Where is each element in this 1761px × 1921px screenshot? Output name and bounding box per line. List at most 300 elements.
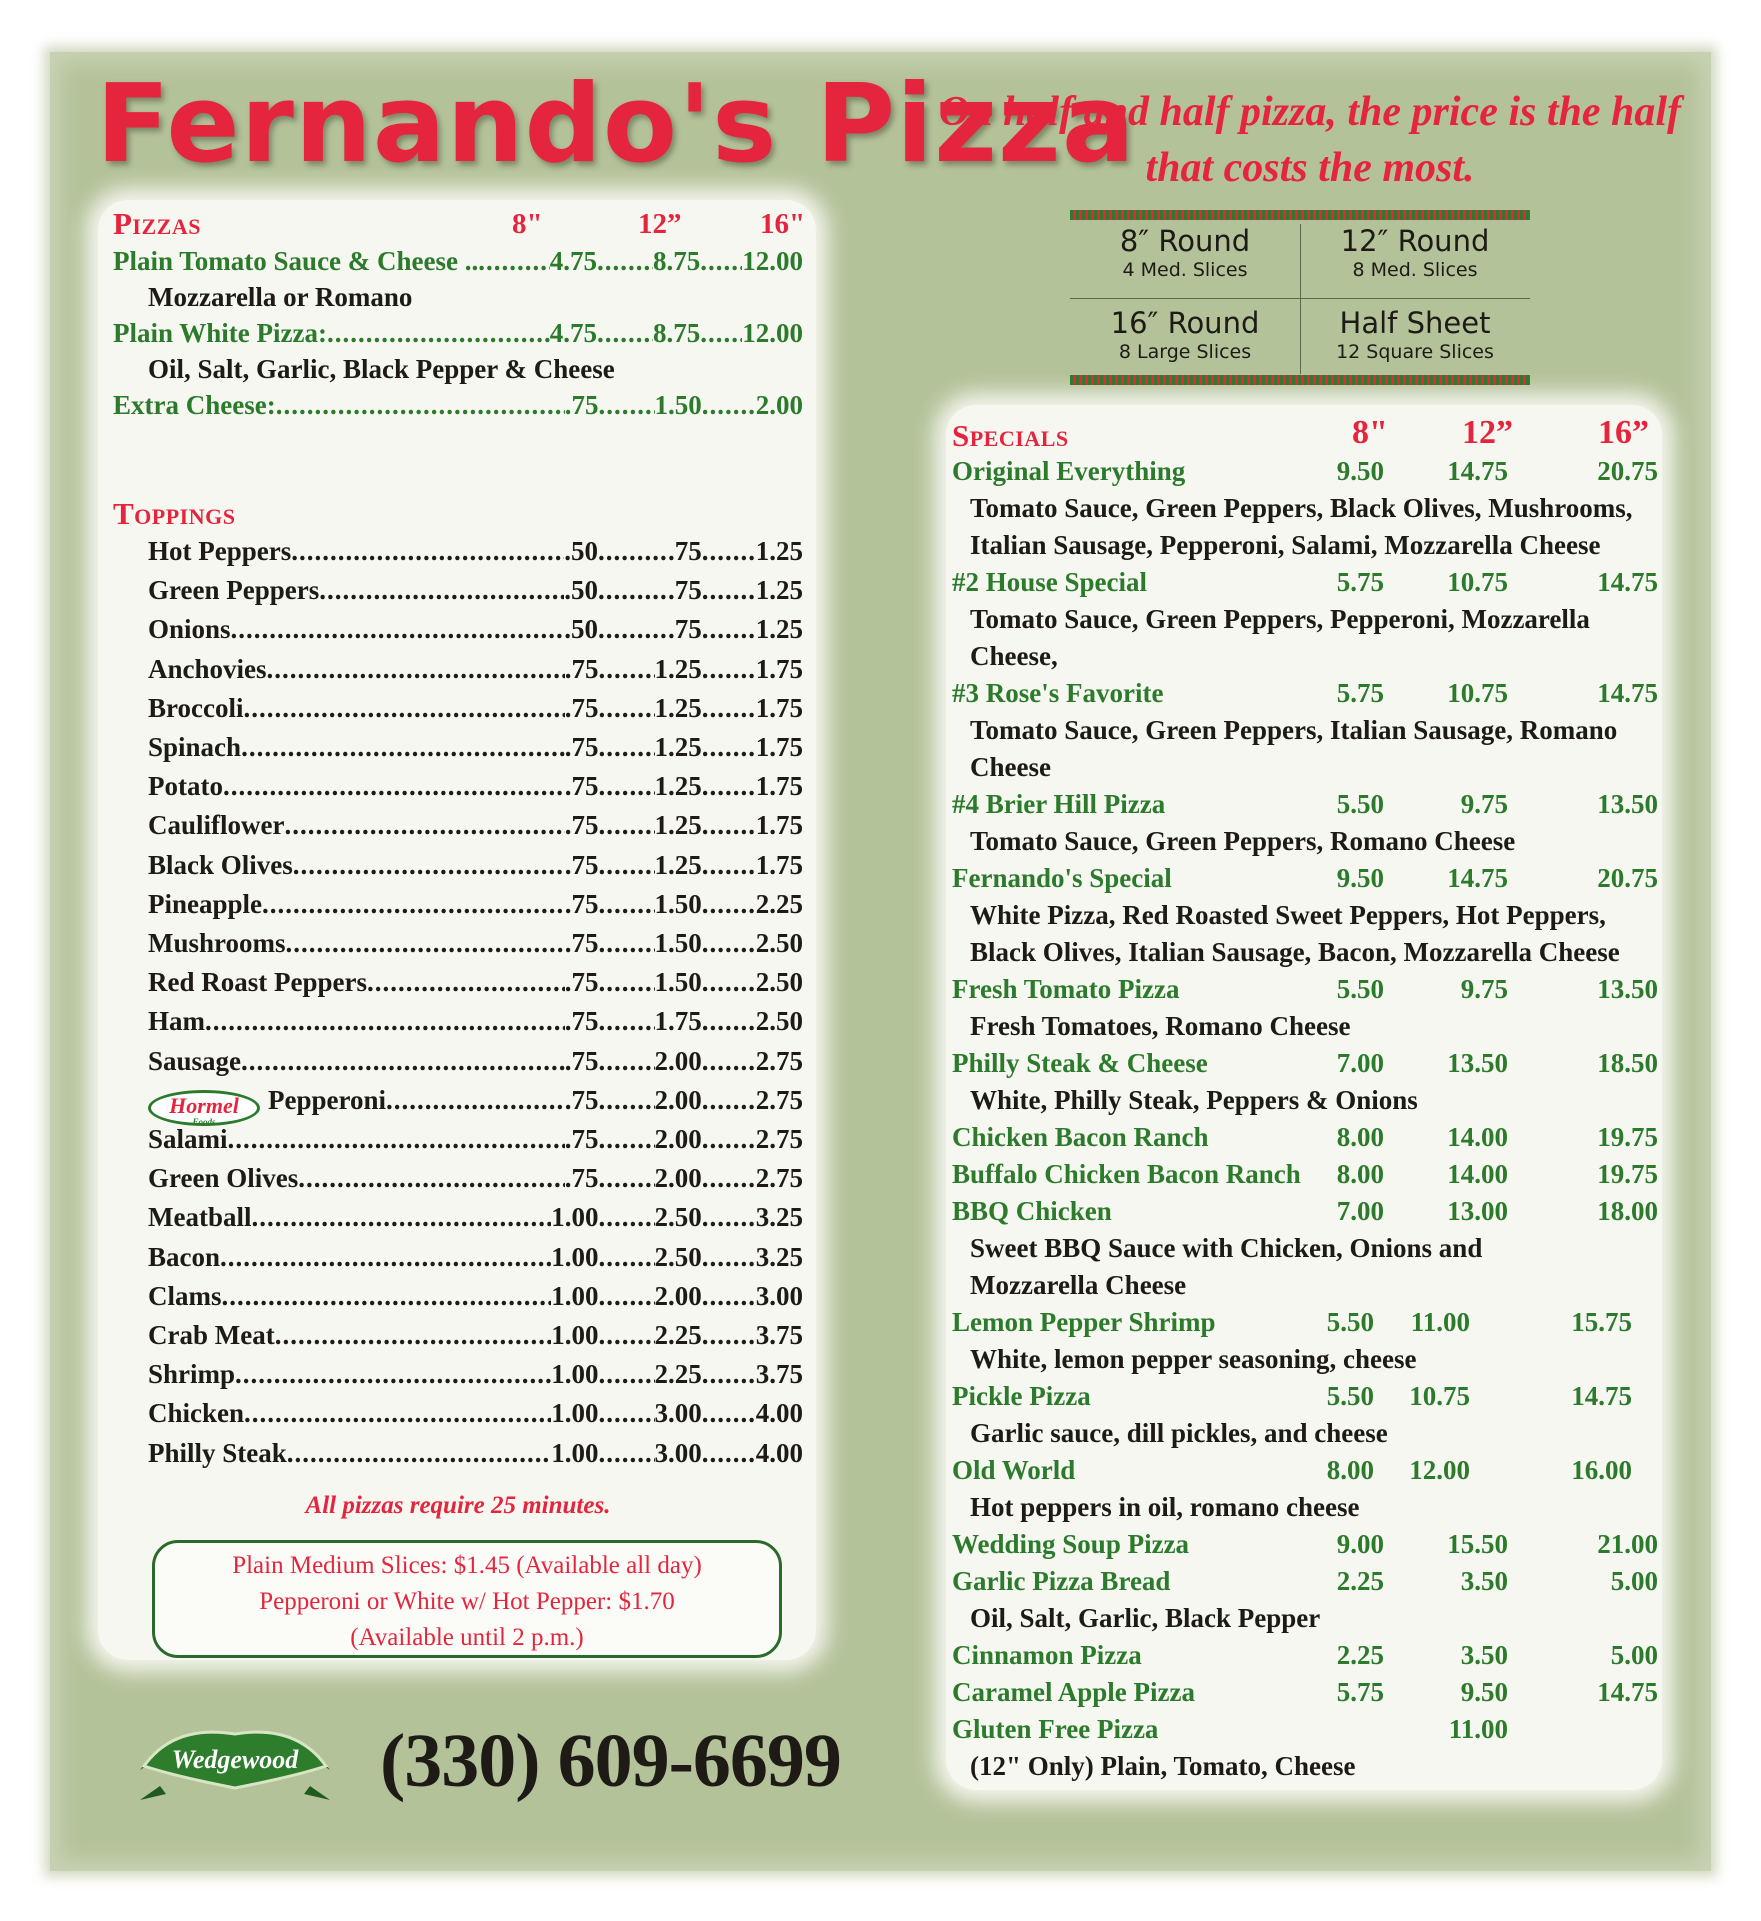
leader-dots — [267, 654, 565, 685]
menu-row — [148, 1202, 803, 1233]
special-description: Hot peppers in oil, romano cheese — [970, 1492, 1360, 1522]
menu-row — [148, 1124, 803, 1155]
price-12: 1.50 — [654, 967, 702, 998]
special-price-8: 8.00 — [1336, 1122, 1384, 1152]
menu-row — [113, 246, 803, 277]
item-name: Extra Cheese: — [113, 390, 276, 420]
special-price-16: 20.75 — [1597, 863, 1658, 893]
special-price-12: 9.75 — [1460, 974, 1508, 1004]
price-16: 1.75 — [755, 653, 803, 684]
special-name: Garlic Pizza Bread — [952, 1566, 1171, 1596]
price-12: 2.25 — [654, 1320, 702, 1350]
leader-dots — [702, 1320, 756, 1351]
price-8: .75 — [564, 810, 599, 841]
special-price-16: 16.00 — [1571, 1455, 1632, 1485]
menu-row — [148, 1320, 803, 1351]
item-name: Meatball — [148, 1202, 252, 1233]
leader-dots — [702, 771, 756, 802]
leader-dots — [598, 536, 668, 567]
price-12: 2.00 — [654, 1084, 702, 1115]
special-description: Tomato Sauce, Green Peppers, Italian Sausage, Romano — [970, 715, 1618, 745]
special-description: Black Olives, Italian Sausage, Bacon, Mozzarella Cheese — [970, 937, 1620, 967]
special-description: Sweet BBQ Sauce with Chicken, Onions and — [970, 1233, 1483, 1263]
menu-row — [148, 850, 803, 881]
leader-dots — [293, 850, 565, 881]
item-name: Ham — [148, 1006, 205, 1037]
leader-dots — [702, 1202, 756, 1233]
price-8: .50 — [564, 575, 598, 606]
leader-dots — [284, 810, 564, 841]
menu-row — [148, 1398, 803, 1429]
special-price-8: 5.75 — [1336, 678, 1384, 708]
price-12: 8.75 — [653, 246, 701, 276]
special-price-8: 2.25 — [1336, 1640, 1384, 1670]
special-name: Caramel Apple Pizza — [952, 1677, 1195, 1707]
leader-dots — [599, 732, 655, 763]
price-16: 1.75 — [755, 732, 803, 762]
special-price-12: 11.00 — [1448, 1714, 1508, 1744]
special-price-8: 5.50 — [1326, 1307, 1374, 1337]
price-12: 2.00 — [654, 1124, 702, 1154]
leader-dots — [599, 1438, 655, 1469]
special-name: Chicken Bacon Ranch — [952, 1122, 1209, 1152]
slice-cell-size: Half Sheet — [1339, 306, 1491, 340]
special-price-16: 14.75 — [1571, 1381, 1632, 1411]
special-price-12: 13.50 — [1447, 1048, 1508, 1078]
price-16: 1.25 — [755, 536, 803, 566]
item-name: Red Roast Peppers — [148, 967, 367, 998]
item-name: Plain Tomato Sauce & Cheese .. — [113, 246, 479, 276]
special-price-12: 14.75 — [1447, 456, 1508, 486]
leader-dots — [243, 693, 564, 724]
slice-cell-count: 8 Med. Slices — [1352, 259, 1478, 281]
special-price-8: 2.25 — [1336, 1566, 1384, 1596]
leader-dots — [702, 810, 756, 841]
hormel-logo-text: Hormel — [169, 1092, 239, 1118]
special-price-8: 9.00 — [1336, 1529, 1384, 1559]
price-8: 1.00 — [551, 1398, 599, 1429]
special-price-16: 14.75 — [1597, 567, 1658, 597]
special-price-12: 10.75 — [1447, 678, 1508, 708]
pizzas-size-12: 12” — [638, 208, 682, 240]
pizzas-heading: Pizzas — [113, 206, 201, 241]
price-16: 2.75 — [755, 1163, 803, 1194]
price-8: 4.75 — [549, 318, 597, 348]
price-12: 1.25 — [654, 849, 702, 880]
special-description: Tomato Sauce, Green Peppers, Pepperoni, Mozzarella — [970, 604, 1590, 634]
special-price-16: 13.50 — [1597, 789, 1658, 819]
special-name: Old World — [952, 1455, 1076, 1485]
leader-dots — [599, 1085, 655, 1116]
leader-dots — [235, 1359, 551, 1390]
leader-dots — [700, 246, 742, 277]
special-price-8: 7.00 — [1336, 1196, 1384, 1226]
item-name: Anchovies — [148, 653, 267, 684]
leader-dots — [287, 1438, 551, 1469]
special-price-16: 21.00 — [1597, 1529, 1658, 1559]
slice-cell-size: 8″ Round — [1119, 224, 1251, 258]
item-name: Cauliflower — [148, 810, 285, 841]
badge-text: Wedgewood — [171, 1745, 299, 1774]
item-name: Philly Steak — [148, 1437, 287, 1468]
price-16: 3.00 — [755, 1280, 803, 1311]
price-16: 1.25 — [755, 614, 803, 645]
leader-dots — [599, 1242, 655, 1273]
slice-deal-line: Plain Medium Slices: $1.45 (Available all day) — [232, 1552, 702, 1579]
leader-dots — [599, 1359, 655, 1390]
item-name: Potato — [148, 771, 223, 802]
item-name: Black Olives — [148, 849, 293, 880]
item-name: Crab Meat — [148, 1320, 275, 1350]
leader-dots — [702, 732, 756, 763]
price-8: .75 — [564, 1045, 599, 1076]
slice-cell — [1300, 306, 1530, 386]
leader-dots — [599, 928, 655, 959]
hormel-logo — [148, 1090, 260, 1126]
price-12: 1.25 — [654, 732, 702, 762]
leader-dots — [231, 614, 565, 645]
price-16: 3.25 — [755, 1202, 803, 1233]
hormel-logo-sub: Foods — [192, 1116, 216, 1127]
restaurant-title: Fernando's Pizza — [96, 62, 1136, 187]
leader-dots — [700, 318, 742, 349]
leader-dots — [275, 1320, 552, 1351]
special-price-12: 15.50 — [1447, 1529, 1508, 1559]
leader-dots — [220, 1242, 551, 1273]
special-price-8: 5.50 — [1326, 1381, 1374, 1411]
leader-dots — [702, 1281, 756, 1312]
item-name: Plain White Pizza: — [113, 318, 327, 348]
special-price-12: 13.00 — [1447, 1196, 1508, 1226]
price-12: 2.50 — [654, 1241, 702, 1272]
price-16: 1.75 — [755, 849, 803, 880]
pizzas-size-16: 16" — [760, 208, 806, 240]
leader-dots — [702, 1006, 756, 1037]
price-16: 1.25 — [755, 575, 803, 606]
special-price-8: 5.75 — [1336, 1677, 1384, 1707]
price-16: 12.00 — [742, 246, 803, 276]
special-description: (12" Only) Plain, Tomato, Cheese — [970, 1751, 1356, 1781]
special-name: Lemon Pepper Shrimp — [952, 1307, 1216, 1337]
leader-dots — [599, 967, 655, 998]
price-16: 2.75 — [755, 1045, 803, 1076]
leader-dots — [702, 614, 756, 645]
leader-dots — [702, 1359, 756, 1390]
leader-dots — [599, 1046, 655, 1077]
special-price-16: 19.75 — [1597, 1159, 1658, 1189]
price-16: 2.75 — [755, 1124, 803, 1154]
price-8: .75 — [564, 1163, 599, 1194]
specials-heading: Specials — [952, 418, 1069, 453]
special-price-12: 14.00 — [1447, 1122, 1508, 1152]
price-16: 2.50 — [755, 1006, 803, 1037]
special-name: Pickle Pizza — [952, 1381, 1091, 1411]
price-16: 2.00 — [755, 390, 803, 420]
leader-dots — [244, 1398, 551, 1429]
slice-size-table — [1070, 210, 1530, 385]
item-name: Green Peppers — [148, 575, 320, 606]
special-price-8: 9.50 — [1336, 863, 1384, 893]
leader-dots — [599, 1163, 655, 1194]
special-name: Wedding Soup Pizza — [952, 1529, 1190, 1559]
item-name: Clams — [148, 1280, 222, 1311]
price-16: 12.00 — [742, 318, 803, 348]
special-name: Fresh Tomato Pizza — [952, 974, 1180, 1004]
leader-dots — [702, 575, 756, 606]
special-price-12: 14.75 — [1447, 863, 1508, 893]
item-name: Onions — [148, 614, 231, 645]
leader-dots — [241, 732, 565, 763]
price-16: 1.75 — [755, 771, 803, 802]
item-name: Hot Peppers — [148, 536, 292, 566]
price-8: .75 — [564, 771, 599, 802]
price-12: 2.50 — [654, 1202, 702, 1233]
pizzas-size-8: 8" — [512, 208, 543, 240]
special-description: Garlic sauce, dill pickles, and cheese — [970, 1418, 1388, 1448]
leader-dots — [599, 1124, 655, 1155]
price-8: .75 — [564, 732, 599, 762]
leader-dots — [319, 575, 564, 606]
price-12: 2.25 — [654, 1359, 702, 1390]
leader-dots — [702, 1438, 756, 1469]
menu-row — [148, 967, 803, 998]
menu-row — [148, 1281, 803, 1312]
special-name: #2 House Special — [952, 567, 1148, 597]
special-price-16: 14.75 — [1597, 1677, 1658, 1707]
special-description: Italian Sausage, Pepperoni, Salami, Mozzarella Cheese — [970, 530, 1601, 560]
leader-dots — [702, 850, 756, 881]
leader-dots — [702, 390, 756, 421]
special-price-12: 11.00 — [1410, 1307, 1470, 1337]
leader-dots — [228, 1124, 565, 1155]
item-name: Pineapple — [148, 888, 263, 919]
special-price-8: 5.50 — [1336, 789, 1384, 819]
leader-dots — [223, 771, 565, 802]
menu-row — [148, 928, 803, 959]
special-description: Tomato Sauce, Green Peppers, Black Olives, Mushrooms, — [970, 493, 1633, 523]
price-12: .75 — [668, 536, 702, 566]
special-price-12: 10.75 — [1447, 567, 1508, 597]
item-name: Shrimp — [148, 1359, 236, 1390]
stripe-top — [1070, 210, 1530, 220]
leader-dots — [599, 810, 655, 841]
specials-size-12: 12” — [1462, 414, 1513, 451]
price-12: 2.00 — [654, 1045, 702, 1076]
special-price-8: 7.00 — [1336, 1048, 1384, 1078]
menu-row — [148, 614, 803, 645]
slice-cell-size: 16″ Round — [1110, 306, 1260, 340]
menu-row — [113, 318, 803, 349]
price-12: .75 — [668, 614, 702, 645]
slice-deal-line: Pepperoni or White w/ Hot Pepper: $1.70 — [259, 1588, 675, 1615]
special-price-8: 8.00 — [1336, 1159, 1384, 1189]
special-name: Gluten Free Pizza — [952, 1714, 1159, 1744]
leader-dots — [599, 693, 655, 724]
leader-dots — [702, 654, 756, 685]
price-12: 1.50 — [654, 390, 702, 420]
price-16: 3.75 — [755, 1359, 803, 1390]
price-16: 2.50 — [755, 928, 803, 958]
prep-time-note: All pizzas require 25 minutes. — [305, 1492, 611, 1519]
price-8: 4.75 — [549, 246, 597, 276]
item-description: Mozzarella or Romano — [148, 282, 413, 312]
leader-dots — [599, 771, 655, 802]
special-description: Oil, Salt, Garlic, Black Pepper — [970, 1603, 1321, 1633]
special-name: Philly Steak & Cheese — [952, 1048, 1208, 1078]
slice-cell — [1070, 306, 1300, 386]
special-price-16: 20.75 — [1597, 456, 1658, 486]
leader-dots — [597, 246, 653, 277]
special-description: Cheese, — [970, 641, 1058, 671]
special-name: Buffalo Chicken Bacon Ranch — [952, 1159, 1301, 1189]
leader-dots — [599, 1202, 655, 1233]
leader-dots — [286, 928, 565, 959]
specials-size-16: 16” — [1598, 414, 1649, 451]
menu-row — [148, 575, 803, 606]
leader-dots — [205, 1006, 565, 1037]
price-8: .75 — [564, 1124, 599, 1154]
price-8: .75 — [564, 390, 599, 420]
leader-dots — [702, 536, 756, 567]
specials-size-8: 8" — [1352, 414, 1388, 451]
leader-dots — [599, 1320, 655, 1351]
price-8: 1.00 — [551, 1202, 599, 1233]
price-12: 2.00 — [654, 1163, 702, 1194]
menu-row — [148, 536, 803, 567]
menu-row — [113, 390, 803, 421]
price-12: 1.50 — [654, 888, 702, 919]
leader-dots — [598, 614, 668, 645]
phone-number: (330) 609-6699 — [380, 1719, 841, 1803]
leader-dots — [599, 889, 655, 920]
special-price-12: 3.50 — [1460, 1566, 1508, 1596]
slice-deal-line: (Available until 2 p.m.) — [350, 1624, 584, 1651]
half-half-promo: On half and half pizza, the price is the half that costs the most. — [938, 89, 1682, 191]
price-8: .75 — [564, 928, 599, 958]
price-12: 1.75 — [654, 1006, 702, 1037]
price-12: 1.25 — [654, 810, 702, 841]
leader-dots — [702, 928, 756, 959]
price-8: .75 — [564, 653, 599, 684]
item-name: Green Olives — [148, 1163, 299, 1194]
menu-row — [148, 693, 803, 724]
wedgewood-logo — [130, 1718, 340, 1808]
menu-row — [148, 1438, 803, 1469]
price-12: 1.50 — [654, 928, 702, 958]
leader-dots — [702, 1085, 756, 1116]
leader-dots — [276, 390, 565, 421]
price-8: 1.00 — [551, 1241, 599, 1272]
price-12: .75 — [668, 575, 702, 606]
menu-row — [148, 1163, 803, 1194]
slice-deal-box — [152, 1540, 782, 1658]
slice-cell-count: 4 Med. Slices — [1122, 259, 1248, 281]
menu-row — [148, 654, 803, 685]
special-price-16: 19.75 — [1597, 1122, 1658, 1152]
leader-dots — [222, 1281, 552, 1312]
price-12: 8.75 — [653, 318, 701, 348]
special-description: White Pizza, Red Roasted Sweet Peppers, Hot Peppers, — [970, 900, 1606, 930]
leader-dots — [251, 1202, 551, 1233]
special-price-16: 5.00 — [1610, 1566, 1658, 1596]
leader-dots — [702, 1124, 756, 1155]
special-name: BBQ Chicken — [952, 1196, 1112, 1226]
price-12: 3.00 — [654, 1437, 702, 1468]
price-16: 1.75 — [755, 810, 803, 841]
leader-dots — [702, 1046, 756, 1077]
leader-dots — [327, 318, 550, 349]
special-price-12: 9.75 — [1460, 789, 1508, 819]
menu-row — [148, 810, 803, 841]
leader-dots — [298, 1163, 565, 1194]
price-16: 2.75 — [755, 1084, 803, 1115]
special-description: Cheese — [970, 752, 1051, 782]
leader-dots — [702, 967, 756, 998]
special-description: Tomato Sauce, Green Peppers, Romano Cheese — [970, 826, 1516, 856]
price-8: .75 — [564, 849, 599, 880]
price-8: .75 — [564, 1084, 599, 1115]
special-price-16: 15.75 — [1571, 1307, 1632, 1337]
special-price-8: 8.00 — [1326, 1455, 1374, 1485]
special-name: Cinnamon Pizza — [952, 1640, 1142, 1670]
price-12: 3.00 — [654, 1398, 702, 1429]
leader-dots — [599, 1006, 655, 1037]
item-name: Chicken — [148, 1398, 245, 1429]
menu-row — [148, 1242, 803, 1273]
price-16: 2.50 — [755, 967, 803, 998]
slice-cell-count: 12 Square Slices — [1336, 341, 1494, 363]
slice-cell — [1300, 224, 1530, 304]
item-name: Spinach — [148, 732, 242, 762]
menu-row — [148, 1359, 803, 1390]
price-8: .75 — [564, 1006, 599, 1037]
menu-row — [148, 771, 803, 802]
special-price-12: 10.75 — [1409, 1381, 1470, 1411]
special-price-12: 12.00 — [1409, 1455, 1470, 1485]
special-description: Mozzarella Cheese — [970, 1270, 1187, 1300]
leader-dots — [291, 536, 564, 567]
leader-dots — [702, 1242, 756, 1273]
special-description: Fresh Tomatoes, Romano Cheese — [970, 1011, 1351, 1041]
special-description: White, lemon pepper seasoning, cheese — [970, 1344, 1417, 1374]
special-name: #4 Brier Hill Pizza — [952, 789, 1166, 819]
price-8: 1.00 — [551, 1320, 599, 1350]
item-name: Bacon — [148, 1241, 221, 1272]
item-name: Salami — [148, 1124, 228, 1154]
leader-dots — [599, 390, 655, 421]
price-16: 2.25 — [755, 888, 803, 919]
slice-cell-size: 12″ Round — [1340, 224, 1490, 258]
slice-cell-count: 8 Large Slices — [1118, 341, 1252, 363]
leader-dots — [241, 1046, 565, 1077]
special-name: Original Everything — [952, 456, 1186, 486]
item-name: Sausage — [148, 1045, 242, 1076]
menu-row — [148, 1046, 803, 1077]
price-12: 1.25 — [654, 771, 702, 802]
special-name: #3 Rose's Favorite — [952, 678, 1164, 708]
slice-cell — [1070, 224, 1300, 304]
special-price-8: 5.50 — [1336, 974, 1384, 1004]
special-price-16: 18.50 — [1597, 1048, 1658, 1078]
special-name: Fernando's Special — [952, 863, 1172, 893]
special-price-12: 14.00 — [1447, 1159, 1508, 1189]
special-description: White, Philly Steak, Peppers & Onions — [970, 1085, 1418, 1115]
leader-dots — [702, 1398, 756, 1429]
price-8: .50 — [564, 614, 598, 645]
special-price-16: 5.00 — [1610, 1640, 1658, 1670]
menu-row — [148, 732, 803, 763]
special-price-8: 9.50 — [1336, 456, 1384, 486]
